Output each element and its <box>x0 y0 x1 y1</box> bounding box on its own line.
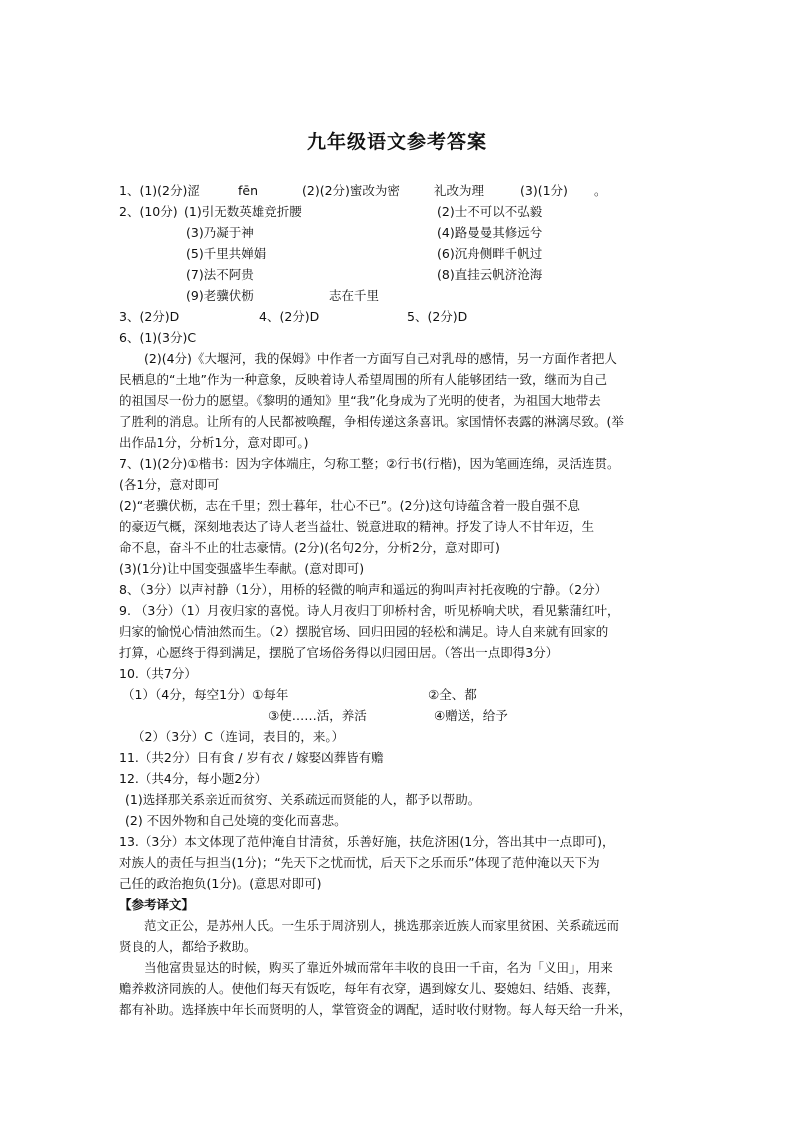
q12-head: 12.（共4分，每小题2分） <box>119 771 268 786</box>
q1-part1: 1、(1)(2分)涩 <box>119 183 200 198</box>
q7-line: (2)“老骥伏枥，志在千里；烈士暮年，壮心不已”。(2分)这句诗蕴含着一股自强不息 <box>119 498 580 513</box>
q9-line: 打算，心愿终于得到满足，摆脱了官场俗务得以归园田居。（答出一点即得3分） <box>119 645 559 660</box>
reference-heading: 【参考译文】 <box>119 897 195 912</box>
q2-item-1: (1)引无数英雄竞折腰 <box>184 204 302 219</box>
q3: 3、(2分)D <box>119 309 180 324</box>
q10-e: （2）（3分）C（连词，表目的，来。） <box>132 729 345 744</box>
answer-11: 11.（共2分）日有食 / 岁有衣 / 嫁娶凶葬皆有赡 <box>119 750 384 765</box>
ref-line: 贤良的人，都给予救助。 <box>119 939 257 954</box>
q10-a: （1）（4分，每空1分）①每年 <box>122 687 289 702</box>
q10-d: ④赠送，给予 <box>434 708 508 723</box>
q2-item-6: (6)沉舟侧畔千帆过 <box>437 246 543 261</box>
answer-8: 8、（3分）以声衬静（1分），用桥的轻微的响声和遥远的狗叫声衬托夜晚的宁静。（2分） <box>119 582 608 597</box>
q9-line: 归家的愉悦心情油然而生。（2）摆脱官场、回归田园的轻松和满足。诗人自来就有回家的 <box>119 624 609 639</box>
q4: 4、(2分)D <box>259 309 320 324</box>
q2-item-8: (8)直挂云帆济沧海 <box>437 267 543 282</box>
ref-line: 当他富贵显达的时候，购买了靠近外城而常年丰收的良田一千亩，名为「义田」，用来 <box>144 960 613 975</box>
q7-line: 的豪迈气概，深刻地表达了诗人老当益壮、锐意进取的精神。抒发了诗人不甘年迈，生 <box>119 519 595 534</box>
q6-line: 了胜利的消息。让所有的人民都被唤醒，争相传递这条喜讯。家国情怀表露的淋漓尽致。(举 <box>119 414 624 429</box>
q6-line: 民栖息的“土地”作为一种意象，反映着诗人希望周围的所有人能够团结一致，继而为自己 <box>119 372 607 387</box>
q7-line: (3)(1分)让中国变强盛毕生奉献。(意对即可) <box>119 561 365 576</box>
q6-line: 的祖国尽一份力的愿望。《黎明的通知》里“我”化身成为了光明的使者，为祖国大地带去 <box>119 393 601 408</box>
q13-line: 对族人的责任与担当(1分)；“先天下之忧而忧，后天下之乐而乐”体现了范仲淹以天下为 <box>119 855 600 870</box>
q6-line: 6、(1)(3分)C <box>119 330 197 345</box>
q1-end: 。 <box>594 183 607 198</box>
q1-part3: (3)(1分) <box>520 183 568 198</box>
ref-line: 赡养救济同族的人。使他们每天有饭吃，每年有衣穿，遇到嫁女儿、娶媳妇、结婚、丧葬， <box>119 981 620 996</box>
q2-item-9b: 志在千里 <box>329 288 380 303</box>
q2-item-2: (2)士不可以不弘毅 <box>437 204 543 219</box>
ref-line: 范文正公，是苏州人氏。一生乐于周济别人，挑选那亲近族人而家里贫困、关系疏远而 <box>144 918 620 933</box>
q10-c: ③使……活，养活 <box>268 708 367 723</box>
q10-head: 10.（共7分） <box>119 666 197 681</box>
page-title: 九年级语文参考答案 <box>306 131 487 153</box>
q1-part2: (2)(2分)蜜改为密 <box>302 183 400 198</box>
q2-item-7: (7)法不阿贵 <box>186 267 254 282</box>
q2-head: 2、(10分) <box>119 204 178 219</box>
ref-line: 都有补助。选择族中年长而贤明的人，掌管资金的调配，适时收付财物。每人每天给一升米， <box>119 1002 632 1017</box>
q2-item-9: (9)老骥伏枥 <box>186 288 254 303</box>
q7-line: 7、(1)(2分)①楷书：因为字体端庄，匀称工整；②行书(行楷)，因为笔画连绵，灵活连贯。 <box>119 456 620 471</box>
q5: 5、(2分)D <box>407 309 468 324</box>
q10-b: ②全、都 <box>428 687 477 702</box>
q2-item-3: (3)乃凝于神 <box>186 225 254 240</box>
q13-line: 13.（3分）本文体现了范仲淹自甘清贫，乐善好施，扶危济困(1分，答出其中一点即可)， <box>119 834 615 849</box>
q9-line: 9. （3分）（1）月夜归家的喜悦。诗人月夜归丁卯桥村舍，听见桥响犬吠，看见紫蒲红叶， <box>119 603 620 618</box>
q2-item-4: (4)路曼曼其修远兮 <box>437 225 543 240</box>
q7-line: (各1分，意对即可 <box>119 477 220 492</box>
q2-item-5: (5)千里共婵娟 <box>186 246 267 261</box>
q1-pinyin: fēn <box>238 183 259 198</box>
q6-line: 出作品1分，分析1分，意对即可。) <box>119 435 309 450</box>
q7-line: 命不息，奋斗不止的壮志豪情。(2分)(名句2分，分析2分，意对即可) <box>119 540 500 555</box>
q13-line: 己任的政治抱负(1分)。(意思对即可) <box>119 876 322 891</box>
q6-line: (2)(4分)《大堰河，我的保姆》中作者一方面写自己对乳母的感情，另一方面作者把人 <box>144 351 617 366</box>
q12-line: (2) 不因外物和自己处境的变化而喜悲。 <box>125 813 347 828</box>
q1-part2b: 礼改为理 <box>434 183 485 198</box>
q12-line: (1)选择那关系亲近而贫穷、关系疏远而贤能的人，都予以帮助。 <box>125 792 481 807</box>
